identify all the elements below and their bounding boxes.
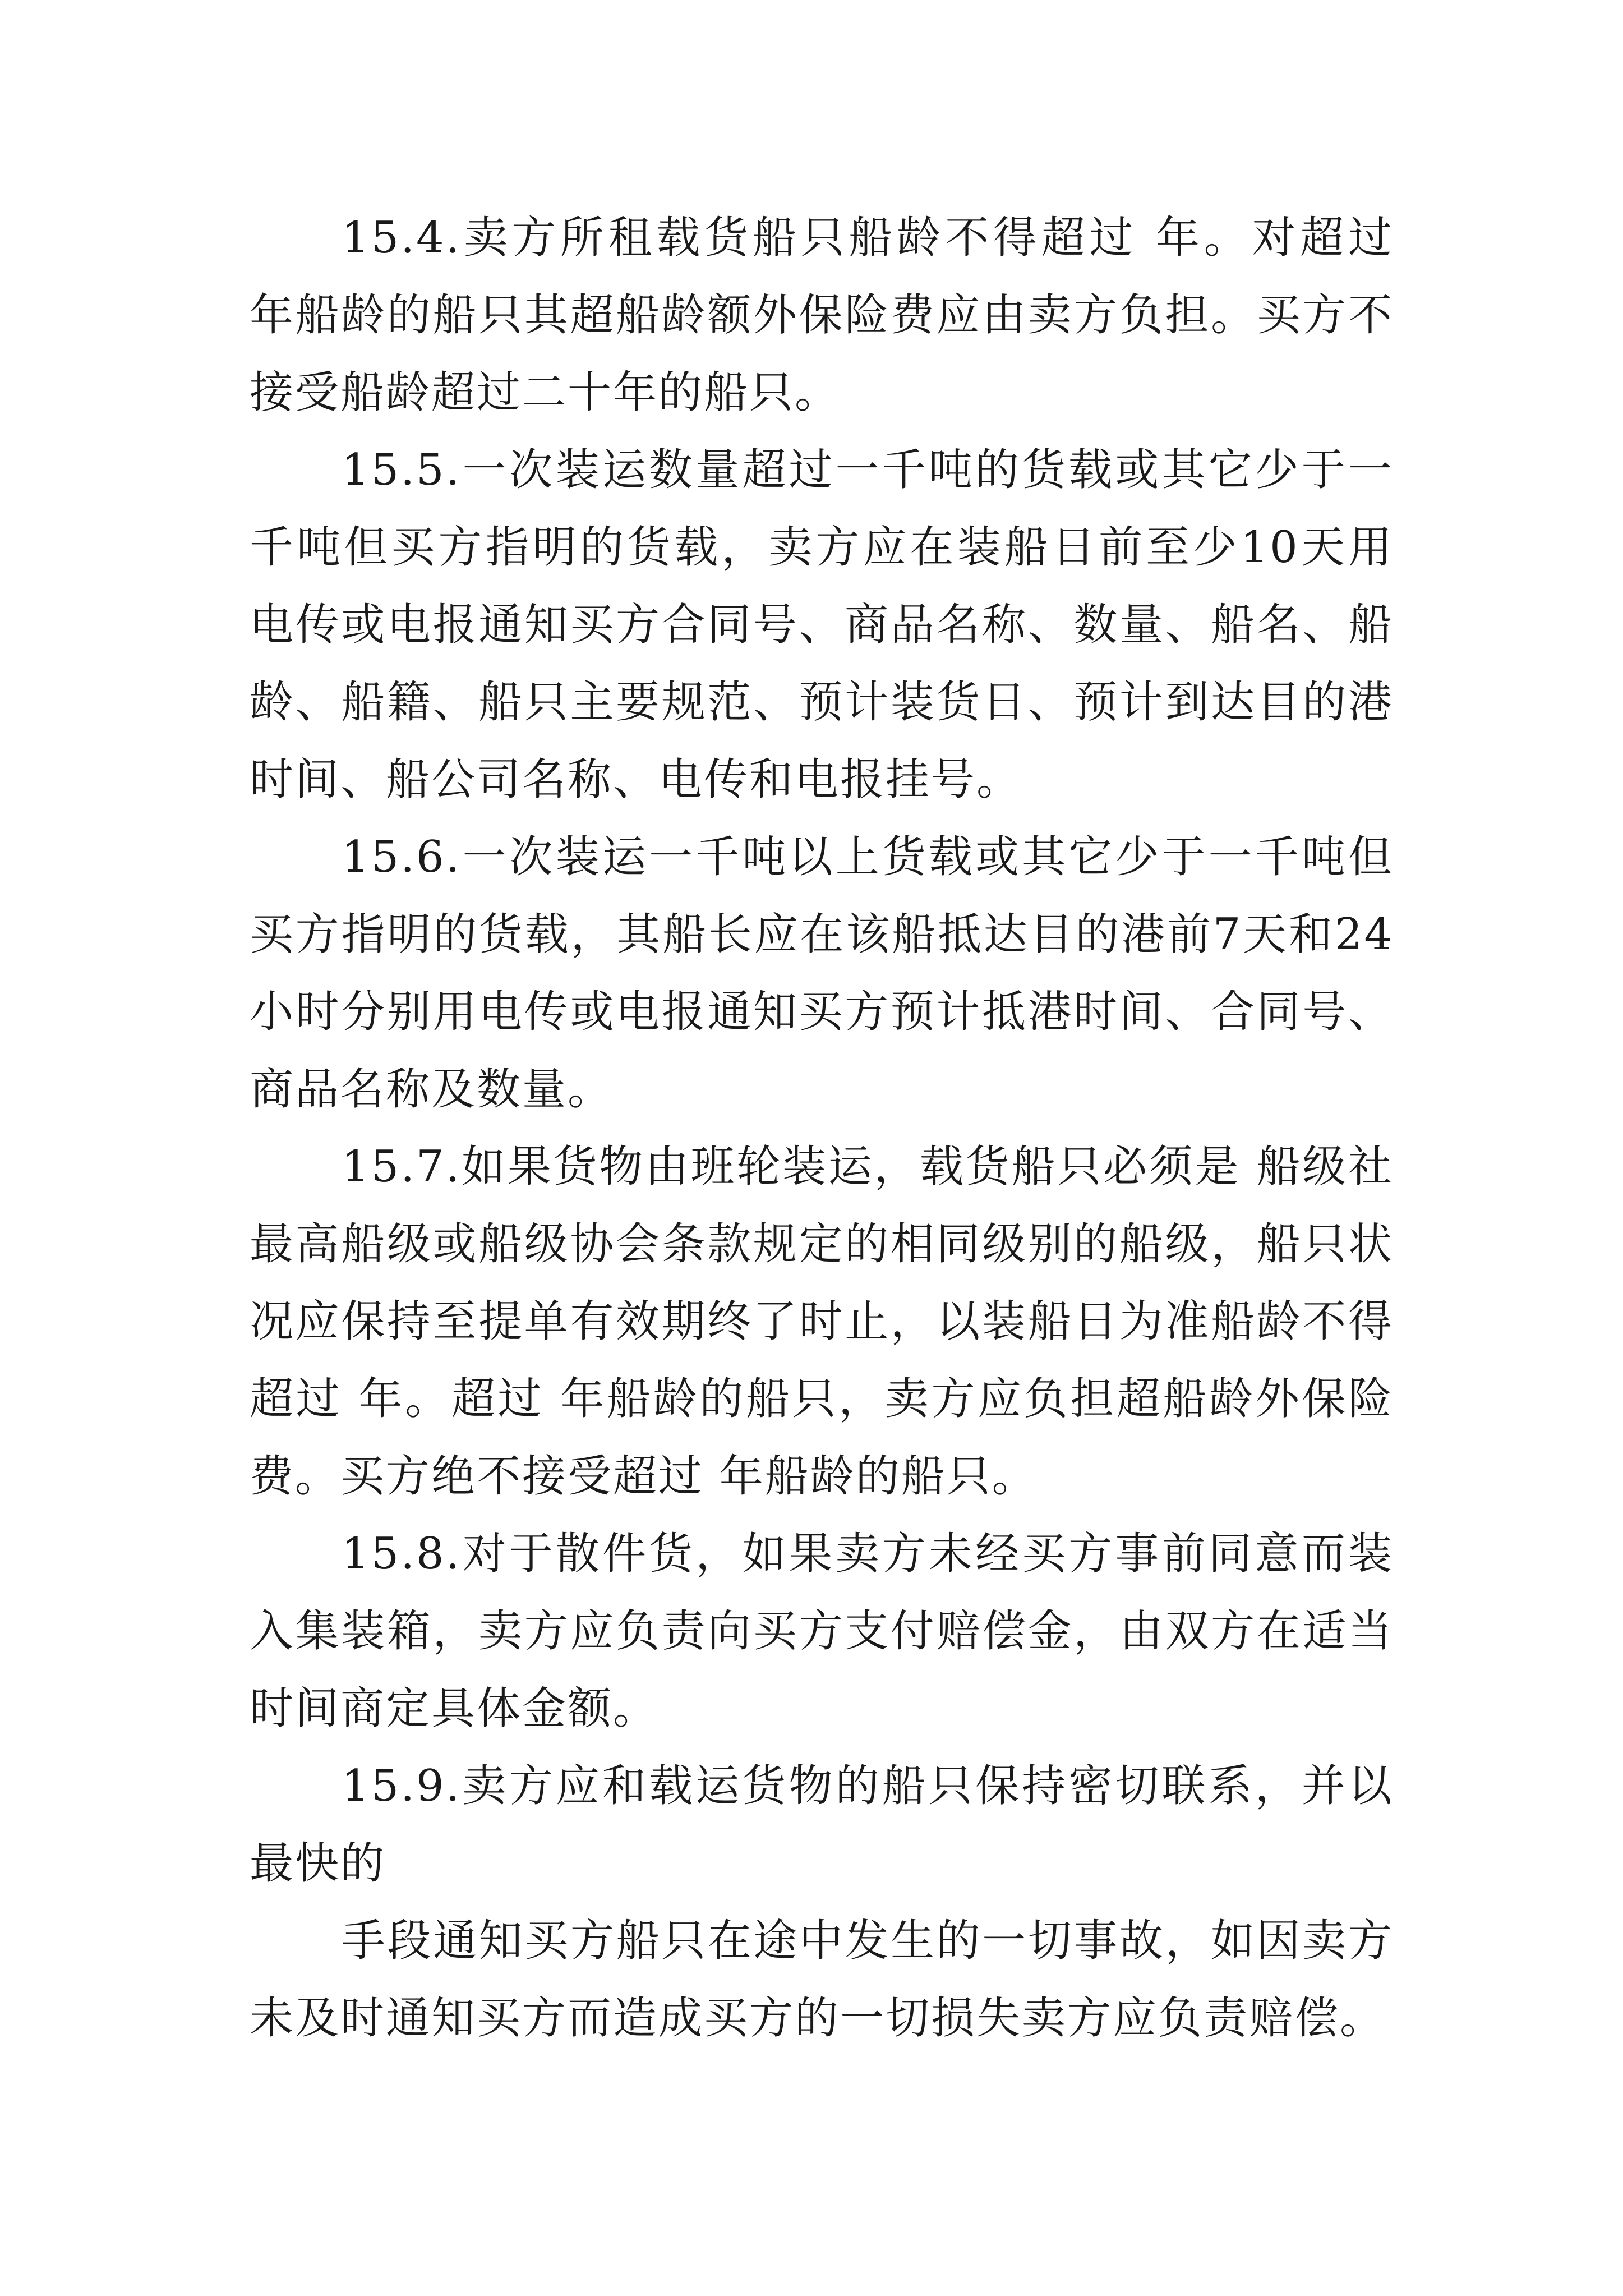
clause-15-6: 15.6.一次装运一千吨以上货载或其它少于一千吨但买方指明的货载，其船长应在该船抵达目的港前7天和24小时分别用电传或电报通知买方预计抵港时间、合同号、商品名称及数量。: [250, 832, 1394, 1115]
clause-15-7: 15.7.如果货物由班轮装运，载货船只必须是 船级社最高船级或船级协会条款规定的相同级别的船级，船只状况应保持至提单有效期终了时止，以装船日为准船龄不得超过 年。超过 年船龄的船只，卖方应负担超船龄外保险费。买方绝不接受超过 年船龄的船只。: [250, 1142, 1394, 1502]
clause-15-4: 15.4.卖方所租载货船只船龄不得超过 年。对超过 年船龄的船只其超船龄额外保险费应由卖方负担。买方不接受船龄超过二十年的船只。: [250, 213, 1394, 418]
clause-15-8: 15.8.对于散件货，如果卖方未经买方事前同意而装入集装箱，卖方应负责向买方支付赔偿金，由双方在适当时间商定具体金额。: [250, 1529, 1394, 1734]
document-body: [250, 199, 1394, 2057]
clause-15-5: 15.5.一次装运数量超过一千吨的货载或其它少于一千吨但买方指明的货载，卖方应在装船日前至少10天用电传或电报通知买方合同号、商品名称、数量、船名、船龄、船籍、船只主要规范、预计装货日、预计到达目的港时间、船公司名称、电传和电报挂号。: [250, 445, 1394, 805]
clause-15-9-continued: 手段通知买方船只在途中发生的一切事故，如因卖方未及时通知买方而造成买方的一切损失卖方应负责赔偿。: [250, 1916, 1394, 2044]
clause-15-9: 15.9.卖方应和载运货物的船只保持密切联系，并以最快的: [250, 1761, 1394, 1889]
